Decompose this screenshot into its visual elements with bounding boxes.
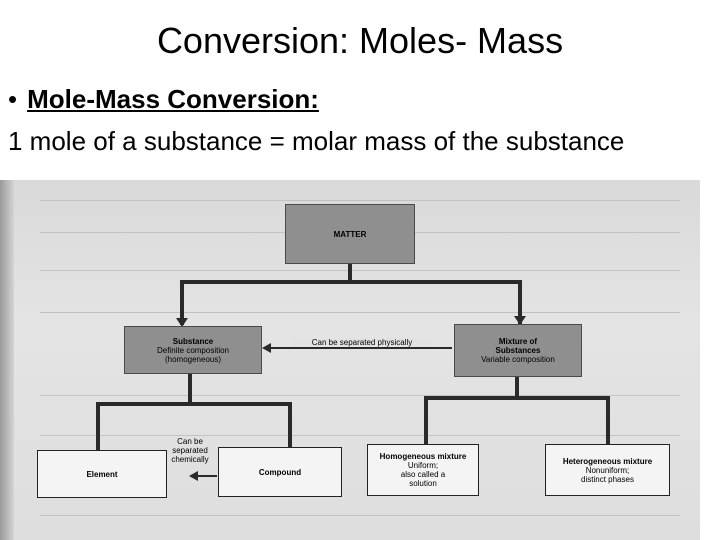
connector-line — [424, 396, 610, 400]
mixture-line-1: Variable composition — [481, 355, 555, 364]
mixture-name-2: Substances — [495, 346, 541, 355]
separation-arrow-line — [270, 347, 452, 349]
substance-box — [124, 326, 262, 374]
connector-line — [180, 280, 522, 284]
matter-label: MATTER — [333, 229, 367, 239]
chem-line-1: Can be — [177, 437, 203, 446]
substance-name: Substance — [172, 336, 214, 346]
connector-line — [606, 396, 610, 444]
connector-line — [188, 373, 192, 403]
connector-line — [424, 396, 428, 444]
connector-line — [96, 402, 292, 406]
scan-edge — [0, 180, 14, 540]
chemical-arrow-line — [195, 475, 217, 477]
chem-line-2: separated — [172, 446, 208, 455]
homogeneous-name: Homogeneous mixture — [379, 452, 467, 461]
chemical-arrow-head — [189, 471, 198, 481]
heterogeneous-name: Heterogeneous mixture — [562, 456, 653, 466]
homogeneous-line-1: Uniform; — [407, 461, 439, 470]
faint-line — [40, 312, 680, 313]
faint-line — [40, 515, 680, 516]
substance-line-1: Definite composition — [156, 345, 230, 355]
homogeneous-line-3: solution — [409, 479, 437, 488]
bullet-symbol: • — [8, 84, 18, 114]
compound-box — [218, 447, 342, 497]
element-box — [37, 450, 167, 498]
faint-line — [40, 200, 680, 201]
heterogeneous-line-1: Nonuniform; — [585, 465, 630, 475]
element-label: Element — [86, 469, 118, 479]
mixture-box — [454, 324, 582, 377]
faint-line — [40, 435, 680, 436]
homogeneous-line-2: also called a — [400, 470, 446, 479]
definition-text: 1 mole of a substance = molar mass of the substance — [8, 126, 625, 156]
separation-arrow-head — [262, 343, 271, 353]
heterogeneous-line-2: distinct phases — [581, 474, 634, 484]
bullet-item — [8, 84, 319, 115]
faint-line — [40, 270, 680, 271]
chem-line-3: chemically — [171, 455, 209, 464]
mixture-name-1: Mixture of — [498, 337, 538, 346]
compound-label: Compound — [258, 467, 302, 477]
substance-line-2: (homogeneous) — [164, 354, 222, 364]
homogeneous-box — [367, 444, 479, 496]
slide-title: Conversion: Moles- Mass — [156, 20, 564, 61]
matter-box — [285, 204, 415, 264]
connector-line — [288, 402, 292, 450]
separated-chemically-label — [158, 437, 222, 464]
separated-physically-label: Can be separated physically — [292, 338, 432, 347]
bullet-heading: Mole-Mass Conversion: — [27, 84, 319, 114]
heterogeneous-box — [545, 444, 670, 496]
connector-line — [515, 376, 519, 398]
connector-line — [96, 402, 100, 450]
